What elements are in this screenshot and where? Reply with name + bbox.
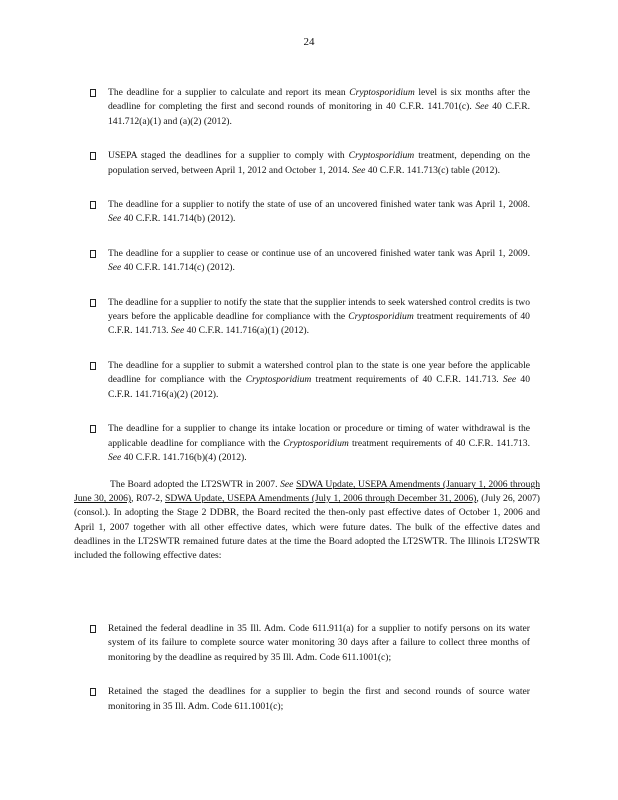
citation: 40 C.F.R. 141.713(c) table (2012). <box>365 164 500 176</box>
deadline-list <box>90 86 530 485</box>
see-signal: See <box>502 374 517 386</box>
bullet-box-icon <box>90 89 96 97</box>
italic-term: Cryptosporidium <box>283 437 349 449</box>
para-text: , R07-2, <box>131 493 166 505</box>
citation: 40 C.F.R. 141.716(b)(4) (2012). <box>121 451 247 463</box>
italic-term: Cryptosporidium <box>349 87 415 98</box>
bullet-box-icon <box>90 362 96 370</box>
para-text: The Board adopted the LT2SWTR in 2007. <box>110 479 281 490</box>
item-text: Retained the staged the deadlines for a supplier to begin the first and second rounds of source water monitoring in 35 Ill. Adm. Code 611.1001(c); <box>108 686 530 712</box>
bullet-box-icon <box>90 625 96 633</box>
list-item <box>90 296 530 339</box>
item-text: treatment requirements of 40 C.F.R. 141.713. <box>311 374 503 386</box>
effective-dates-list <box>90 622 530 734</box>
italic-term: Cryptosporidium <box>348 311 414 323</box>
citation: 40 C.F.R. 141.716(a)(2) (2012). <box>108 374 530 400</box>
see-signal: See <box>108 451 122 463</box>
item-text: The deadline for a supplier to calculate and report its mean <box>108 87 350 98</box>
item-text: treatment, depending on the population served, between April 1, 2012 and October 1, 2014. <box>108 150 530 176</box>
bullet-box-icon <box>90 425 96 433</box>
list-item <box>90 685 530 714</box>
italic-term: Cryptosporidium <box>348 150 415 162</box>
item-text: The deadline for a supplier to notify the state of use of an uncovered finished water tank was April 1, 2008. <box>108 199 530 211</box>
item-text: Retained the federal deadline in 35 Ill. Adm. Code 611.911(a) for a supplier to notify persons on its water system of its failure to complete source water monitoring 30 days after a failure to collect three months of monitoring by the deadline as required by 35 Ill. Adm. Code 611.1001(c); <box>108 623 530 663</box>
see-signal: See <box>108 213 122 225</box>
bullet-box-icon <box>90 250 96 258</box>
item-text: The deadline for a supplier to submit a watershed control plan to the state is one year before the applicable deadline for compliance with the <box>108 359 530 386</box>
see-signal: See <box>108 262 122 274</box>
citation: 40 C.F.R. 141.714(b) (2012). <box>121 213 236 225</box>
item-text: treatment requirements of 40 C.F.R. 141.713. <box>348 437 530 449</box>
list-item <box>90 149 530 178</box>
bullet-box-icon <box>90 152 96 160</box>
para-text: , (July 26, 2007) (consol.). In adopting the Stage 2 DDBR, the Board recited the then-only past effective dates of October 1, 2006 and April 1, 2007 together with all other effective dates, which were future dates. The bulk of the effective dates and deadlines in the LT2SWTR remained future dates at the time the Board adopted the LT2SWTR. The Illinois LT2SWTR included the following effective dates: <box>74 493 541 562</box>
citation: 40 C.F.R. 141.714(c) (2012). <box>121 262 235 274</box>
see-signal: See <box>475 101 489 113</box>
see-signal: See <box>170 325 185 337</box>
see-signal: See <box>280 479 294 490</box>
italic-term: Cryptosporidium <box>245 374 312 386</box>
case-citation: SDWA Update, USEPA Amendments (July 1, 2006 through December 31, 2006) <box>165 493 477 505</box>
list-item <box>90 198 530 227</box>
case-citation: SDWA Update, USEPA Amendments (January 1, 2006 through June 30, 2006) <box>74 479 540 505</box>
item-text: The deadline for a supplier to cease or continue use of an uncovered finished water tank was April 1, 2009. <box>108 247 530 259</box>
body-paragraph <box>74 478 540 563</box>
item-text: USEPA staged the deadlines for a supplier to comply with <box>108 150 349 162</box>
page-number: 24 <box>303 36 315 48</box>
item-text: The deadline for a supplier to change its intake location or procedure or timing of water withdrawal is the applicable deadline for compliance with the <box>108 423 530 449</box>
list-item <box>90 359 530 402</box>
item-text: The deadline for a supplier to notify the state that the supplier intends to seek watershed control credits is two years before the applicable deadline for compliance with the <box>108 296 530 323</box>
citation: 40 C.F.R. 141.716(a)(1) (2012). <box>184 325 310 337</box>
list-item <box>90 622 530 665</box>
item-text: level is six months after the deadline for completing the first and second rounds of monitoring in 40 C.F.R. 141.701(c). <box>108 87 530 113</box>
bullet-box-icon <box>90 299 96 307</box>
item-text: treatment requirements of 40 C.F.R. 141.713. <box>108 311 530 337</box>
list-item <box>90 422 530 465</box>
bullet-box-icon <box>90 201 96 209</box>
citation: 40 C.F.R. 141.712(a)(1) and (a)(2) (2012). <box>108 101 531 127</box>
see-signal: See <box>352 164 366 176</box>
list-item <box>90 247 530 276</box>
bullet-box-icon <box>90 688 96 696</box>
list-item <box>90 86 530 129</box>
